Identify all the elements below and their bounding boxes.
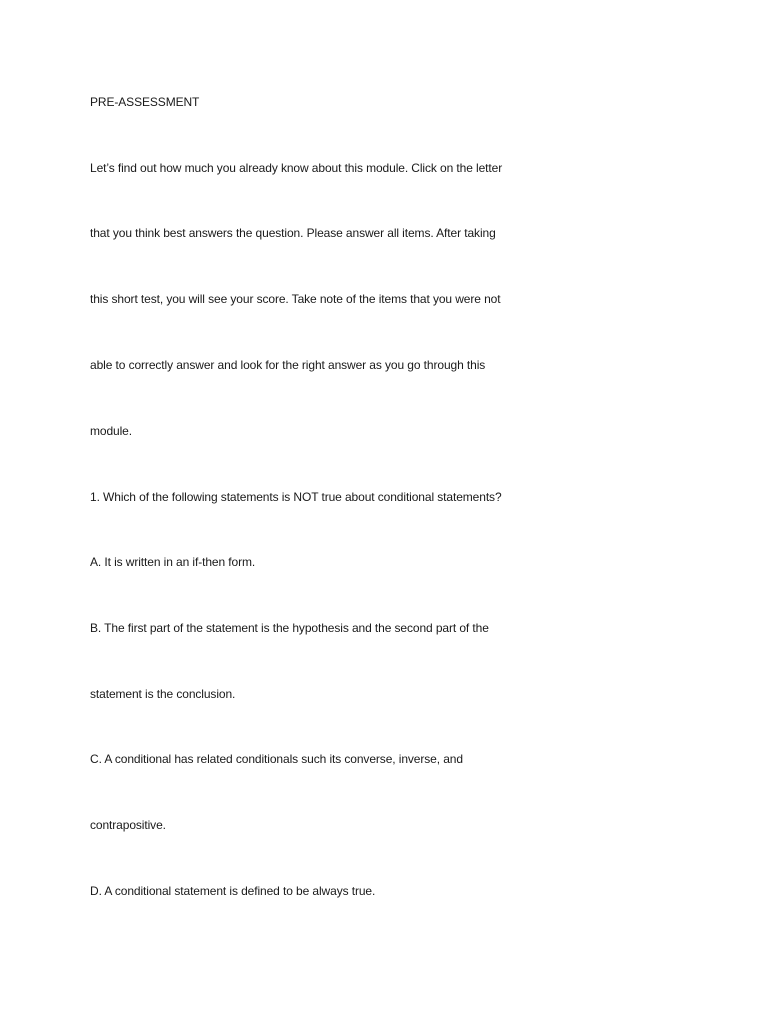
choice-d[interactable]: D. A conditional statement is defined to be always true. [90,884,376,898]
intro-line-1: Let’s find out how much you already know about this module. Click on the letter [90,161,503,175]
choice-c-continued[interactable]: contrapositive. [90,818,166,832]
choice-b-continued[interactable]: statement is the conclusion. [90,687,236,701]
intro-line-3: this short test, you will see your score. Take note of the items that you were not [90,292,501,306]
choice-b[interactable]: B. The first part of the statement is the hypothesis and the second part of the [90,621,489,635]
intro-line-5: module. [90,424,132,438]
intro-line-4: able to correctly answer and look for the right answer as you go through this [90,358,486,372]
choice-a[interactable]: A. It is written in an if-then form. [90,555,256,569]
page-title: PRE-ASSESSMENT [90,95,200,109]
choice-c[interactable]: C. A conditional has related conditionals such its converse, inverse, and [90,752,463,766]
intro-line-2: that you think best answers the question. Please answer all items. After taking [90,226,496,240]
question-1-text: 1. Which of the following statements is NOT true about conditional statements? [90,490,502,504]
